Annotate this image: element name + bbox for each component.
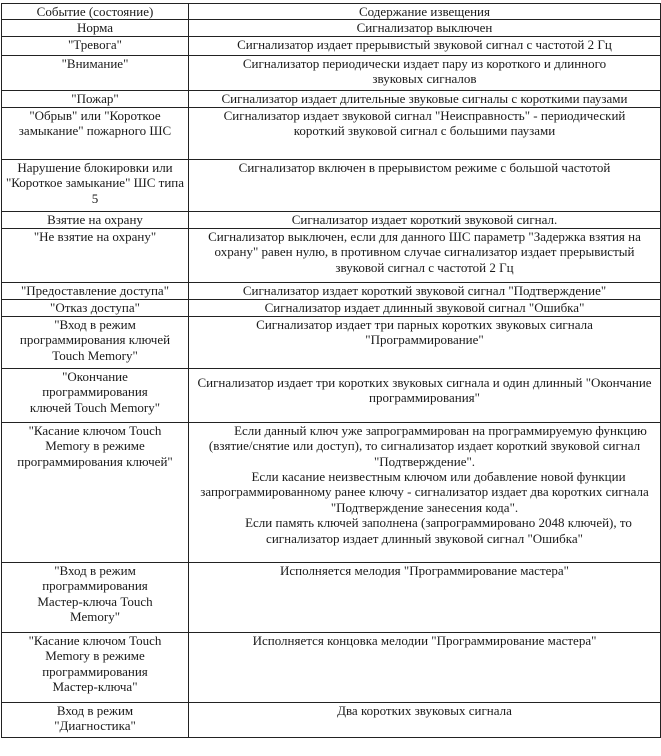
notice-paragraph: Если память ключей заполнена (запрограммировано 2048 ключей), то сигнализатор издает длинный звуковой сигнал "Ошибка": [245, 515, 632, 546]
event-cell: Норма: [2, 20, 189, 36]
event-cell: Нарушение блокировки или "Короткое замыкание" ШС типа 5: [2, 159, 189, 211]
table-row: [2, 107, 661, 159]
event-cell: "Окончание программирования ключей Touch Memory": [2, 368, 189, 422]
event-cell: "Не взятие на охрану": [2, 228, 189, 282]
event-cell: "Вход в режим программирования ключей Touch Memory": [2, 316, 189, 368]
notice-cell: Сигнализатор издает короткий звуковой сигнал.: [189, 211, 661, 228]
notice-cell: Два коротких звуковых сигнала: [189, 702, 661, 737]
table-header-row: [2, 4, 661, 20]
event-cell: "Пожар": [2, 90, 189, 107]
notice-cell: Сигнализатор издает звуковой сигнал "Неисправность" - периодический короткий звуковой сигнал с большими паузами: [189, 107, 661, 159]
table-row: [2, 55, 661, 90]
notice-cell: Сигнализатор издает короткий звуковой сигнал "Подтверждение": [189, 282, 661, 299]
event-cell: Взятие на охрану: [2, 211, 189, 228]
event-cell: Вход в режим "Диагностика": [2, 702, 189, 737]
event-cell: "Касание ключом Touch Memory в режиме программирования Мастер-ключа": [2, 632, 189, 702]
header-event: Событие (состояние): [2, 4, 189, 20]
notice-cell: Сигнализатор издает три парных коротких звуковых сигнала "Программирование": [189, 316, 661, 368]
notice-cell: Исполняется мелодия "Программирование мастера": [189, 562, 661, 632]
table-row: [2, 20, 661, 36]
notification-table: [1, 3, 661, 738]
notice-cell: Сигнализатор включен в прерывистом режиме с большой частотой: [189, 159, 661, 211]
table-row: [2, 299, 661, 316]
event-cell: "Вход в режим программирования Мастер-ключа Touch Memory": [2, 562, 189, 632]
notice-cell: Сигнализатор издает три коротких звуковых сигнала и один длинный "Окончание программирования": [189, 368, 661, 422]
table-row: [2, 632, 661, 702]
table-row: [2, 159, 661, 211]
event-cell: "Касание ключом Touch Memory в режиме программирования ключей": [2, 422, 189, 562]
notice-paragraph: Если касание неизвестным ключом или добавление новой функции запрограммированному ранее ключу - сигнализатор издает два коротких сигнала "Подтверждение занесения кода".: [200, 469, 649, 515]
event-cell: "Внимание": [2, 55, 189, 90]
table-row: [2, 316, 661, 368]
notice-cell: Сигнализатор периодически издает пару из короткого и длинного звуковых сигналов: [189, 55, 661, 90]
notice-cell: Сигнализатор выключен, если для данного ШС параметр "Задержка взятия на охрану" равен нулю, в противном случае сигнализатор издает прерывистый звуковой сигнал с частотой 2 Гц: [189, 228, 661, 282]
table-row: [2, 282, 661, 299]
table-row: [2, 562, 661, 632]
notice-cell: Сигнализатор издает длительные звуковые сигналы с короткими паузами: [189, 90, 661, 107]
table-row: [2, 36, 661, 55]
table-row: [2, 228, 661, 282]
table-row: [2, 211, 661, 228]
notice-cell: Сигнализатор выключен: [189, 20, 661, 36]
event-cell: "Обрыв" или "Короткое замыкание" пожарного ШС: [2, 107, 189, 159]
event-cell: "Предоставление доступа": [2, 282, 189, 299]
table-row: [2, 702, 661, 737]
header-notice: Содержание извещения: [189, 4, 661, 20]
notice-paragraph: Если данный ключ уже запрограммирован на программируемую функцию (взятие/снятие или доступ), то сигнализатор издает короткий звуковой сигнал "Подтверждение".: [208, 422, 647, 469]
table-row: [2, 90, 661, 107]
event-cell: "Тревога": [2, 36, 189, 55]
notice-cell: Сигнализатор издает прерывистый звуковой сигнал с частотой 2 Гц: [189, 36, 661, 55]
table-row: [2, 422, 661, 562]
notice-cell-multi: [189, 422, 661, 562]
table-row: [2, 368, 661, 422]
notice-cell: Сигнализатор издает длинный звуковой сигнал "Ошибка": [189, 299, 661, 316]
notice-cell: Исполняется концовка мелодии "Программирование мастера": [189, 632, 661, 702]
event-cell: "Отказ доступа": [2, 299, 189, 316]
